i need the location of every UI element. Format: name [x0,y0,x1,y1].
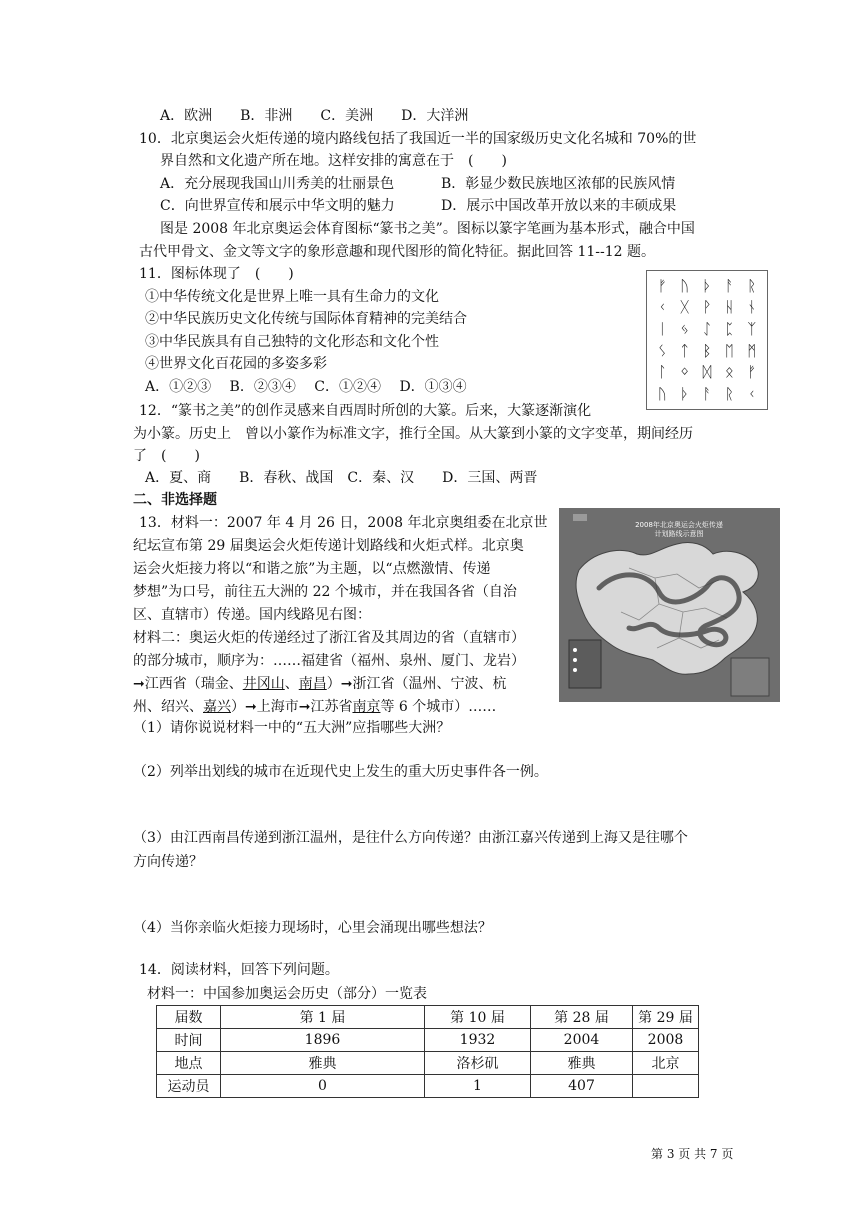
sport-pictogram-icon: ᚹ [702,298,712,317]
sport-pictogram-icon: ᚷ [680,298,690,317]
q12-stem-line3: 了 ( ) [133,448,200,464]
q14-material1: 材料一：中国参加奥运会历史（部分）一览表 [147,986,427,1002]
sport-pictogram-icon: ᛗ [747,341,757,360]
route-arrow-icon: ➞ [340,676,353,692]
intro-line1: 图是 2008 年北京奥运会体育图标“篆书之美”。图标以篆字笔画为基本形式，融合中国 [160,221,695,237]
sport-pictogram-icon: ᛏ [680,341,690,360]
section-heading: 二、非选择题 [133,492,217,508]
sport-pictogram-icon: ᛞ [702,363,712,382]
q12-options: A．夏、商 B．春秋、战国 C．秦、汉 D．三国、两晋 [145,470,538,486]
sport-pictogram-icon: ᛉ [747,320,757,339]
sport-pictogram-icon: ᚠ [657,276,667,295]
q11-item2: ②中华民族历史文化传统与国际体育精神的完美结合 [145,311,467,327]
q14-stem: 14．阅读材料，回答下列问题。 [139,962,339,978]
olympic-logo-icon [573,514,587,521]
table-cell [633,1075,699,1098]
q12-stem-line1: 12．“篆书之美”的创作灵感来自西周时所创的大篆。后来，大篆逐渐演化 [139,403,592,419]
route-arrow-icon: ➞ [298,699,311,715]
torch-relay-route-map [559,508,780,702]
q10-stem-line2: 界自然和文化遗产所在地。这样安排的寓意在于 ( ) [160,153,507,169]
table-cell: 1932 [425,1029,531,1052]
sport-pictogram-icon: ᛇ [702,320,712,339]
table-cell: 1896 [221,1029,425,1052]
q13-line2: 纪坛宣布第 29 届奥运会火炬传递计划路线和火炬式样。北京奥 [133,538,524,554]
route-arrow-icon: ➞ [245,699,257,715]
table-cell: 第 28 届 [531,1006,633,1029]
sport-pictogram-icon: ᛖ [724,341,734,360]
q10-option-a: A．充分展现我国山川秀美的壮丽景色 [160,176,395,192]
table-cell: 0 [221,1075,425,1098]
table-row-header: 时间 [157,1029,221,1052]
sport-pictogram-icon: ᚲ [747,385,757,404]
table-row [157,1029,699,1052]
table-row-header: 运动员 [157,1075,221,1098]
sport-pictogram-icon: ᚦ [680,385,690,404]
q13-line8: ➞江西省（瑞金、井冈山、南昌）➞浙江省（温州、宁波、杭 [133,676,507,692]
sport-pictogram-icon: ᛟ [724,363,734,382]
sport-pictogram-icon: ᛁ [657,320,667,339]
sport-pictogram-icon: ᚨ [724,276,734,295]
q13-line6: 材料二：奥运火炬的传递经过了浙江省及其周边的省（直辖市） [133,630,525,646]
table-cell: 407 [531,1075,633,1098]
table-cell: 2008 [633,1029,699,1052]
table-cell: 雅典 [531,1052,633,1075]
table-row [157,1052,699,1075]
sport-pictogram-icon: ᚨ [702,385,712,404]
sport-pictogram-icon: ᚲ [657,298,667,317]
underlined-city-nanjing: 南京 [352,699,381,715]
q10-stem-line1: 10．北京奥运会火炬传递的境内路线包括了我国近一半的国家级历史文化名城和 70%的世 [139,131,697,147]
sport-pictogram-icon: ᚾ [747,298,757,317]
sport-pictogram-icon: ᛃ [680,320,690,339]
south-china-sea-inset [731,658,769,696]
q10-option-d: D．展示中国改革开放以来的丰硕成果 [441,198,677,214]
table-cell: 2004 [531,1029,633,1052]
sport-pictogram-icon: ᛚ [657,363,667,382]
sport-pictogram-icon: ᚦ [702,276,712,295]
q13-sub3-line1: （3）由江西南昌传递到浙江温州，是往什么方向传递？由浙江嘉兴传递到上海又是往哪个 [133,830,688,846]
q13-line7: 的部分城市，顺序为：……福建省（福州、泉州、厦门、龙岩） [133,653,525,669]
q10-option-b: B．彰显少数民族地区浓郁的民族风情 [441,176,676,192]
sport-pictogram-icon: ᚱ [724,385,734,404]
sport-pictogram-icon: ᛒ [702,341,712,360]
q13-sub2: （2）列举出划线的城市在近现代史上发生的重大历史事件各一例。 [133,764,548,780]
q13-sub4: （4）当你亲临火炬接力现场时，心里会涌现出哪些想法？ [133,920,492,936]
sport-pictogram-icon: ᚢ [680,276,690,295]
q13-line3: 运会火炬接力将以“和谐之旅”为主题，以“点燃激情、传递 [133,561,491,577]
table-cell: 第 29 届 [633,1006,699,1029]
underlined-city-jinggangshan: 井冈山 [242,676,285,692]
sport-pictogram-icon: ᛜ [680,363,690,382]
q11-stem: 11．图标体现了 ( ) [139,266,294,282]
q10-option-c: C．向世界宣传和展示中华文明的魅力 [160,198,395,214]
table-cell: 北京 [633,1052,699,1075]
sport-pictogram-icon: ᚠ [747,363,757,382]
q9-options: A．欧洲 B．非洲 C．美洲 D．大洋洲 [160,108,469,124]
page-number: 第 3 页 共 7 页 [651,1147,734,1161]
map-title: 2008年北京奥运会火炬传递 计划路线示意图 [635,521,723,538]
q13-sub3-line2: 方向传递？ [133,854,203,870]
table-cell: 洛杉矶 [425,1052,531,1075]
q11-options: A．①②③ B．②③④ C．①②④ D．①③④ [145,379,467,395]
table-cell: 第 10 届 [425,1006,531,1029]
intro-line2: 古代甲骨文、金文等文字的象形意趣和现代图形的简化特征。据此回答 11--12 题。 [139,244,655,260]
underlined-city-nanchang: 南昌 [298,676,327,692]
sports-pictograms-image [646,270,768,410]
q13-line9: 州、绍兴、嘉兴）➞上海市➞江苏省南京等 6 个城市）…… [133,699,497,715]
q13-sub1: （1）请你说说材料一中的“五大洲”应指哪些大洲？ [133,720,451,736]
table-row [157,1075,699,1098]
q12-stem-line2: 为小篆。历史上 曾以小篆作为标准文字，推行全国。从大篆到小篆的文字变革，期间经历 [133,426,693,442]
q11-item1: ①中华传统文化是世界上唯一具有生命力的文化 [145,289,439,305]
table-cell: 雅典 [221,1052,425,1075]
q13-line5: 区、直辖市）传递。国内线路见右图： [133,607,371,623]
sport-pictogram-icon: ᚺ [724,298,734,317]
route-arrow-icon: ➞ [133,676,145,692]
sport-pictogram-icon: ᛊ [657,341,667,360]
q13-line1: 13．材料一：2007 年 4 月 26 日，2008 年北京奥组委在北京世 [139,515,548,531]
sport-pictogram-icon: ᚢ [657,385,667,404]
sport-pictogram-icon: ᚱ [747,276,757,295]
sport-pictogram-icon: ᛈ [724,320,734,339]
q13-line4: 梦想”为口号，前往五大洲的 22 个城市，并在我国各省（自治 [133,584,517,600]
table-cell: 第 1 届 [221,1006,425,1029]
olympic-history-table [156,1005,699,1098]
table-row-header: 地点 [157,1052,221,1075]
q11-item4: ④世界文化百花园的多姿多彩 [145,356,327,372]
underlined-city-jiaxing: 嘉兴 [203,699,231,715]
q11-item3: ③中华民族具有自己独特的文化形态和文化个性 [145,334,439,350]
table-row [157,1006,699,1029]
table-row-header: 届数 [157,1006,221,1029]
table-cell: 1 [425,1075,531,1098]
map-legend [569,640,601,688]
